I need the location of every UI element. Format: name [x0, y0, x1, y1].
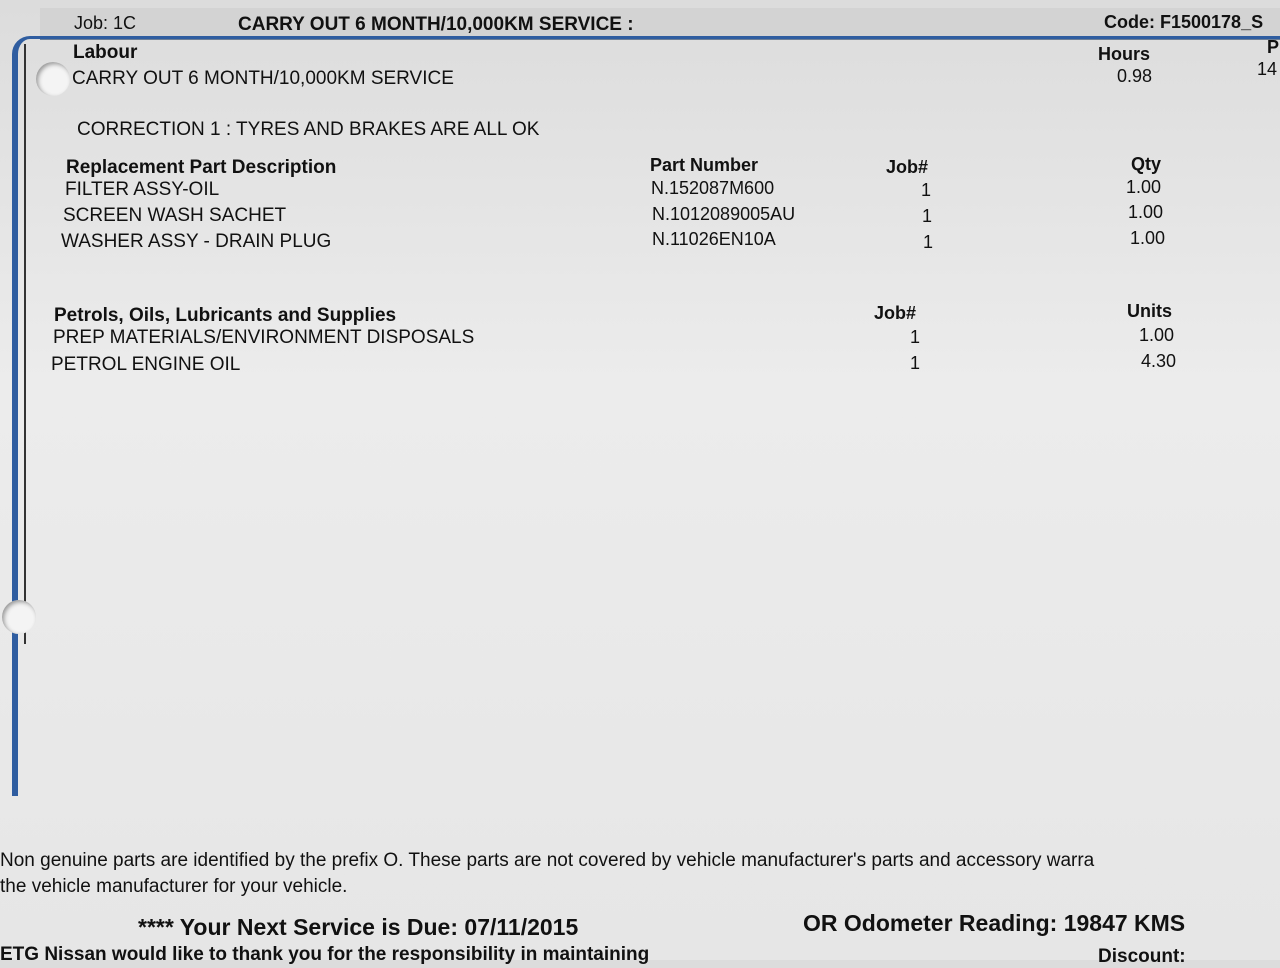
table-cell: 1.00: [1128, 202, 1164, 222]
labour-description: CARRY OUT 6 MONTH/10,000KM SERVICE: [72, 68, 454, 89]
table-cell: 1: [923, 232, 934, 252]
service-code: Code: F1500178_S: [1104, 12, 1264, 32]
table-row: FILTER ASSY-OIL: [65, 179, 220, 200]
table-row: PETROL ENGINE OIL: [51, 354, 241, 375]
thanks-message: ETG Nissan would like to thank you for the responsibility in maintaining: [0, 944, 650, 965]
table-cell: N.152087M600: [651, 178, 775, 198]
job-id: Job: 1C: [74, 13, 137, 33]
supplies-header-description: Petrols, Oils, Lubricants and Supplies: [54, 305, 397, 326]
table-cell: 1.00: [1126, 177, 1162, 197]
table-cell: 1.00: [1139, 325, 1175, 345]
next-service-due: **** Your Next Service is Due: 07/11/2015: [138, 914, 579, 940]
parts-header-description: Replacement Part Description: [66, 157, 337, 178]
table-cell: 4.30: [1141, 351, 1177, 371]
table-cell: 1.00: [1130, 228, 1166, 248]
table-cell: 1: [921, 180, 932, 200]
correction-note: CORRECTION 1 : TYRES AND BRAKES ARE ALL OK: [77, 119, 540, 140]
table-cell: N.1012089005AU: [652, 204, 796, 224]
price-value: 14: [1257, 59, 1278, 79]
punch-hole-icon: [36, 62, 70, 96]
table-row: WASHER ASSY - DRAIN PLUG: [61, 231, 332, 252]
service-title: CARRY OUT 6 MONTH/10,000KM SERVICE :: [238, 14, 634, 35]
punch-hole-icon: [2, 600, 36, 634]
labour-heading: Labour: [73, 42, 138, 63]
table-cell: 1: [910, 327, 921, 347]
hours-value: 0.98: [1117, 66, 1153, 86]
non-genuine-notice: Non genuine parts are identified by the prefix O. These parts are not covered by vehicle manufacturer's parts and accessory warra: [0, 850, 1095, 871]
table-cell: 1: [922, 206, 933, 226]
supplies-header-job: Job#: [874, 303, 917, 323]
parts-header-job: Job#: [886, 157, 929, 177]
discount-label: Discount:: [1098, 946, 1186, 967]
table-cell: 1: [910, 353, 921, 373]
parts-header-qty: Qty: [1131, 154, 1162, 174]
parts-header-part-number: Part Number: [650, 155, 759, 175]
table-cell: N.11026EN10A: [652, 229, 776, 249]
supplies-header-units: Units: [1127, 301, 1172, 321]
hours-label: Hours: [1098, 44, 1151, 64]
price-label: P: [1267, 37, 1280, 57]
odometer-reading: OR Odometer Reading: 19847 KMS: [803, 910, 1186, 936]
table-row: SCREEN WASH SACHET: [63, 205, 287, 226]
non-genuine-notice-line2: the vehicle manufacturer for your vehicle.: [0, 876, 348, 897]
table-row: PREP MATERIALS/ENVIRONMENT DISPOSALS: [53, 327, 475, 348]
